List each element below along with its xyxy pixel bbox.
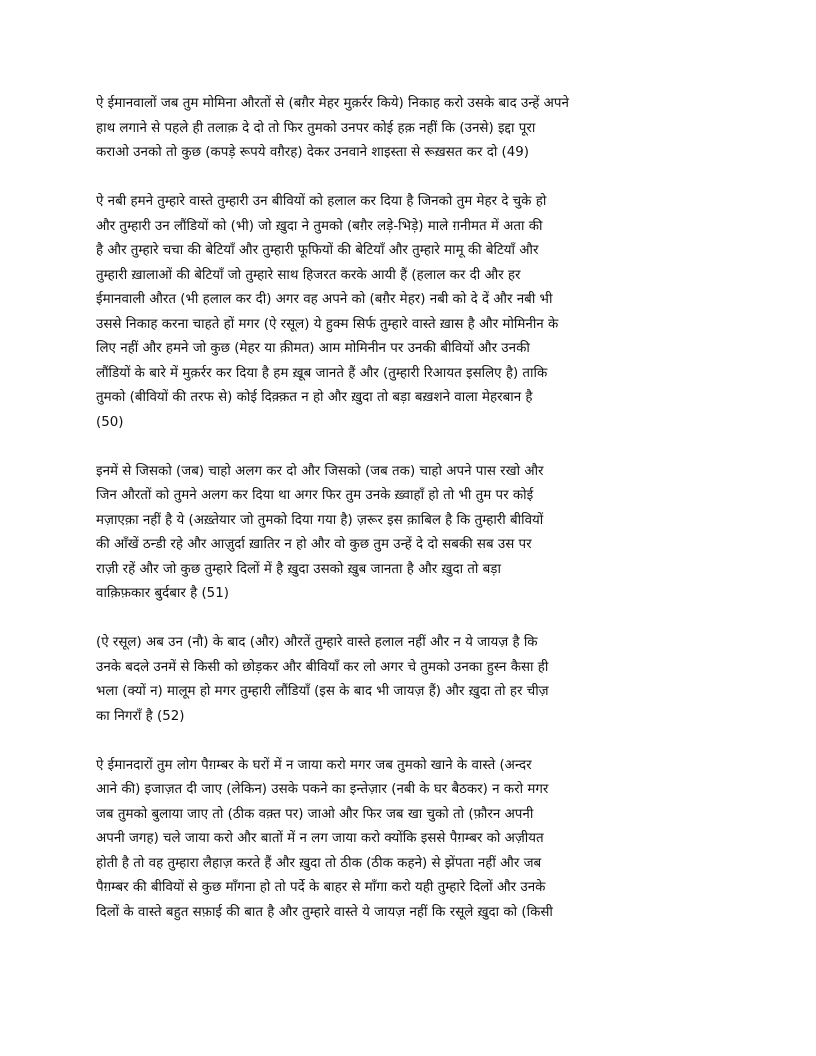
text-line: उनके बदले उनमें से किसी को छोड़कर और बीवियाँ कर लो अगर चे तुमको उनका हुस्न कैसा ही: [96, 659, 549, 675]
text-line: (50): [96, 414, 124, 430]
text-line: वाक़िफ़कार बुर्दबार है (51): [96, 586, 229, 601]
text-line: लौंडियों के बारे में मुक़र्रर कर दिया है हम ख़ूब जानते हैं और (तुम्हारी रिआयत इसलिए है) ताकि: [96, 365, 548, 381]
text-line: ऐ ईमानदारों तुम लोग पैग़म्बर के घरों में न जाया करो मगर जब तुमको खाने के वास्ते (अन्दर: [96, 757, 532, 773]
text-line: तुम्हारी ख़ालाओं की बेटियाँ जो तुम्हारे साथ हिजरत करके आयी हैं (हलाल कर दी और हर: [96, 267, 521, 283]
text-line: कराओ उनको तो कुछ (कपड़े रूपये वग़ैरह) देकर उनवाने शाइस्ता से रूख़सत कर दो (49): [96, 145, 530, 160]
text-line: ईमानवाली औरत (भी हलाल कर दी) अगर वह अपने को (बग़ैर मेहर) नबी को दे दें और नबी भी: [96, 292, 553, 307]
text-line: दिलों के वास्ते बहुत सफ़ाई की बात है और तुम्हारे वास्ते ये जायज़ नहीं कि रसूले ख़ुदा को (किसी: [96, 904, 553, 920]
text-line: राज़ी रहें और जो कुछ तुम्हारे दिलों में है ख़ुदा उसको ख़ुब जानता है और ख़ुदा तो बड़ा: [96, 561, 501, 577]
text-line: और तुम्हारी उन लौंडियों को (भी) जो ख़ुदा ने तुमको (बग़ैर लड़े-भिड़े) माले ग़नीमत में अता की: [96, 218, 543, 234]
text-line: की आँखें ठन्डी रहे और आज़ुर्दा ख़ातिर न हो और वो कुछ तुम उन्हें दे दो सबकी सब उस पर: [96, 537, 532, 552]
text-line: ऐ नबी हमने तुम्हारे वास्ते तुम्हारी उन बीवियों को हलाल कर दिया है जिनको तुम मेहर दे चुके हो: [96, 194, 547, 209]
paragraph-verse-52: [96, 631, 720, 729]
text-line: लिए नहीं और हमने जो कुछ (मेहर या क़ीमत) आम मोमिनीन पर उनकी बीवियों और उनकी: [96, 341, 530, 356]
text-line: भला (क्यों न) मालूम हो मगर तुम्हारी लौंडियाँ (इस के बाद भी जायज़ हैं) और ख़ुदा तो हर चीज़: [96, 684, 549, 699]
text-line: जिन औरतों को तुमने अलग कर दिया था अगर फिर तुम उनके ख़्वाहाँ हो तो भी तुम पर कोई: [96, 488, 534, 503]
text-line: इनमें से जिसको (जब) चाहो अलग कर दो और जिसको (जब तक) चाहो अपने पास रखो और: [96, 463, 544, 479]
text-line: है और तुम्हारे चचा की बेटियाँ और तुम्हारी फूफियों की बेटियाँ और तुम्हारे मामू की बेटियाँ और: [96, 243, 539, 258]
text-line: का निगराँ है (52): [96, 708, 185, 724]
text-line: हाथ लगाने से पहले ही तलाक़ दे दो तो फिर तुमको उनपर कोई हक़ नहीं कि (उनसे) इद्दा पूरा: [96, 120, 536, 136]
text-line: मज़ाएक़ा नहीं है ये (अख़्तेयार जो तुमको दिया गया है) ज़रूर इस क़ाबिल है कि तुम्हारी बीवियों: [96, 512, 544, 528]
paragraph-verse-50: [96, 190, 720, 435]
text-line: पैग़म्बर की बीवियों से कुछ माँगना हो तो पर्दे के बाहर से माँगा करो यही तुम्हारे दिलों और उनके: [96, 880, 546, 895]
text-line: अपनी जगह) चले जाया करो और बातों में न लग जाया करो क्योंकि इससे पैग़म्बर को अज़ीयत: [96, 831, 544, 846]
text-line: होती है तो वह तुम्हारा लैहाज़ करते हैं और ख़ुदा तो ठीक (ठीक कहने) से झेंपता नहीं और जब: [96, 855, 542, 871]
text-line: ऐ ईमानवालों जब तुम मोमिना औरतों से (बग़ैर मेहर मुक़र्रर किये) निकाह करो उसके बाद उन्हें अपने: [96, 96, 569, 111]
document-page: [96, 92, 720, 950]
text-line: (ऐ रसूल) अब उन (नौ) के बाद (और) औरतें तुम्हारे वास्ते हलाल नहीं और न ये जायज़ है कि: [96, 635, 538, 650]
text-line: जब तुमको बुलाया जाए तो (ठीक वक़्त पर) जाओ और फिर जब खा चुको तो (फ़ौरन अपनी: [96, 806, 534, 822]
text-line: तुमको (बीवियों की तरफ से) कोई दिक़्क़त न हो और ख़ुदा तो बड़ा बख़शने वाला मेहरबान है: [96, 390, 533, 405]
paragraph-verse-53: [96, 754, 720, 926]
paragraph-verse-49: [96, 92, 720, 166]
text-line: उससे निकाह करना चाहते हों मगर (ऐ रसूल) ये हुक्म सिर्फ तुम्हारे वास्ते ख़ास है और मोमिनीन के: [96, 316, 559, 332]
paragraph-verse-51: [96, 460, 720, 607]
text-line: आने की) इजाज़त दी जाए (लेकिन) उसके पकने का इन्तेज़ार (नबी के घर बैठकर) न करो मगर: [96, 782, 549, 797]
